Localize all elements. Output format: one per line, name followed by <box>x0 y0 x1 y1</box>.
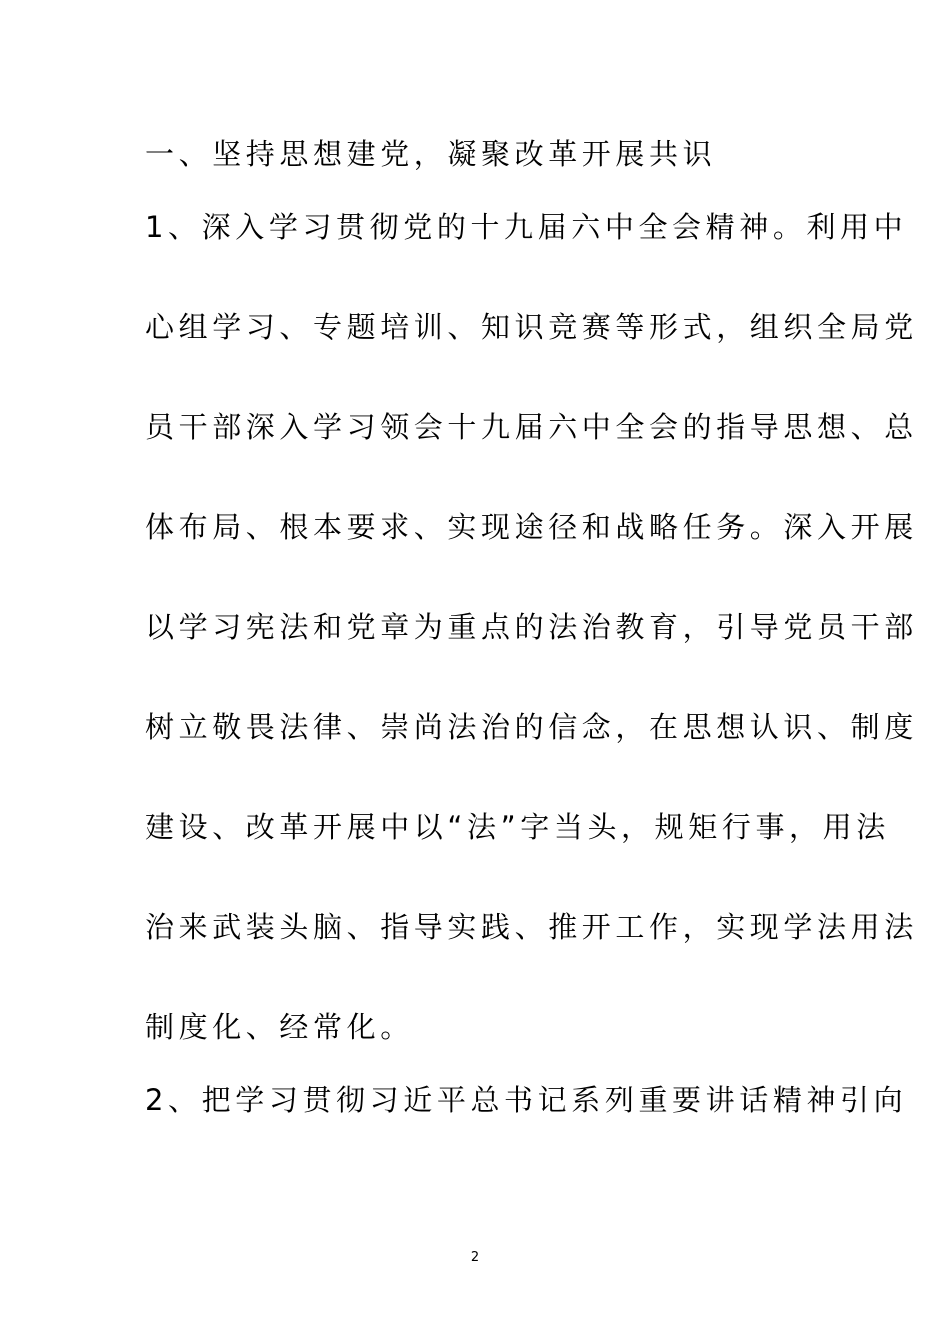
body-line: 2、把学习贯彻习近平总书记系列重要讲话精神引向 <box>145 1083 908 1117</box>
body-line: 员干部深入学习领会十九届六中全会的指导思想、总 <box>145 410 918 444</box>
body-line: 树立敬畏法律、崇尚法治的信念，在思想认识、制度 <box>145 710 918 744</box>
body-line: 1、深入学习贯彻党的十九届六中全会精神。利用中 <box>145 210 908 244</box>
body-line: 体布局、根本要求、实现途径和战略任务。深入开展 <box>145 510 918 544</box>
section-heading: 一、坚持思想建党，凝聚改革开展共识 <box>145 137 717 171</box>
page-number: 2 <box>470 1250 480 1265</box>
body-line: 心组学习、专题培训、知识竞赛等形式，组织全局党 <box>145 310 918 344</box>
body-line: 制度化、经常化。 <box>145 1010 414 1044</box>
body-line: 治来武装头脑、指导实践、推开工作，实现学法用法 <box>145 910 918 944</box>
body-line: 以学习宪法和党章为重点的法治教育，引导党员干部 <box>145 610 918 644</box>
body-line: 建设、改革开展中以“法”字当头，规矩行事，用法 <box>145 810 890 844</box>
